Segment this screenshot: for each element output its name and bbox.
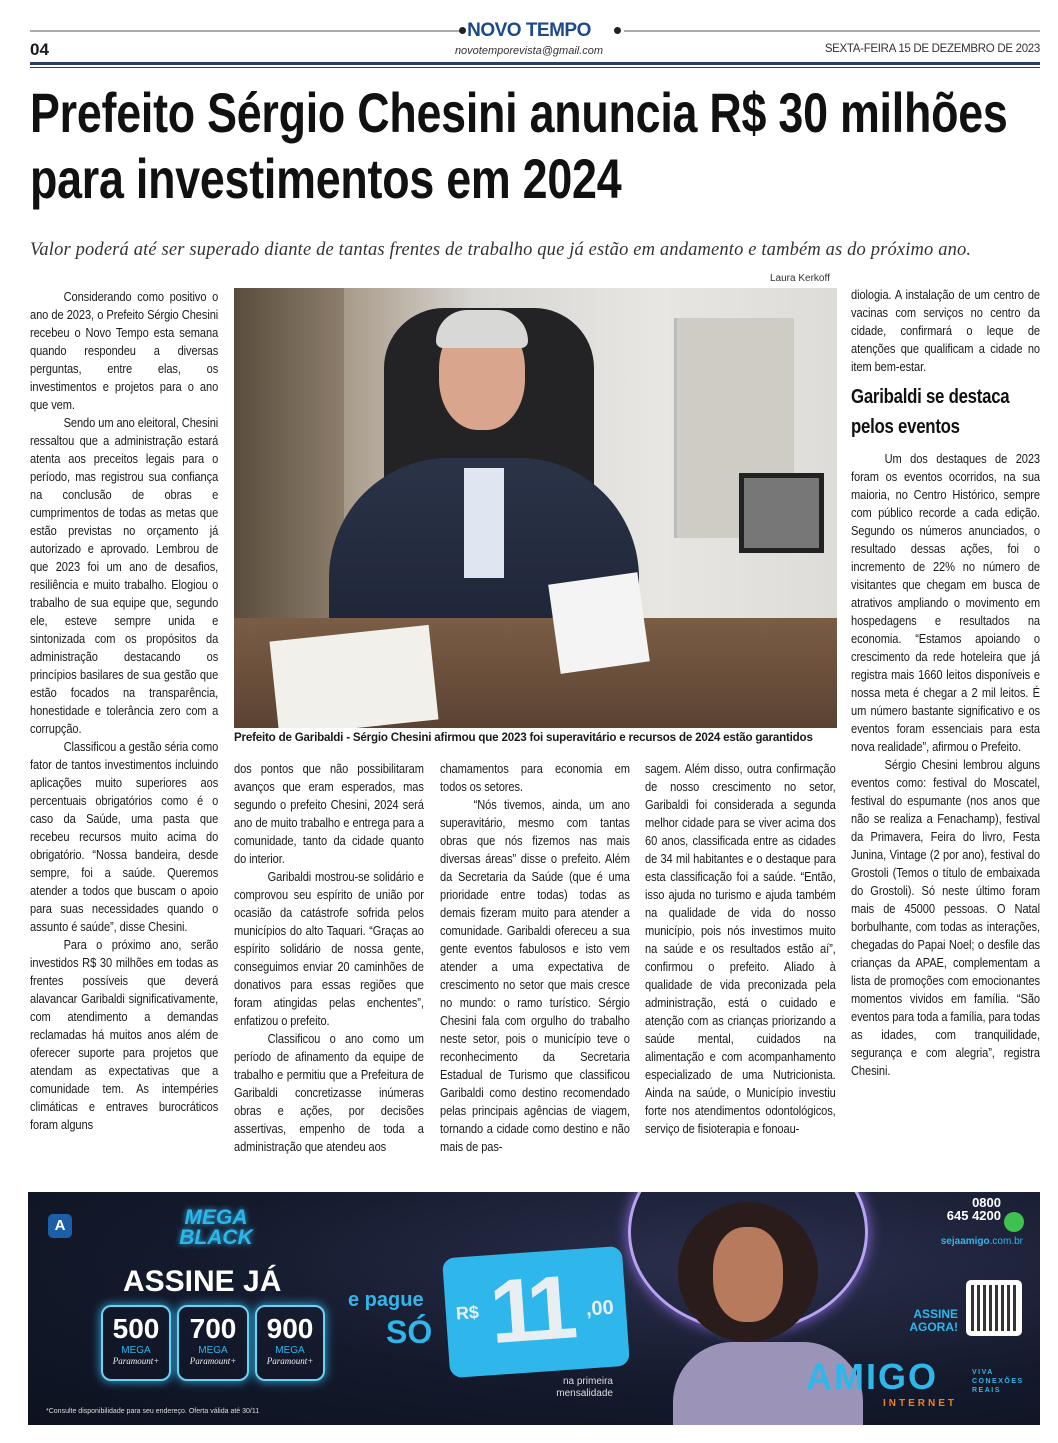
site-rest: .com.br (989, 1236, 1023, 1247)
plan-bonus: Paramount+ (266, 1356, 314, 1366)
site-bold: sejaamigo (940, 1236, 990, 1247)
subtitle: Valor poderá até ser superado diante de tantas frentes de trabalho que já estão em andamento e também as do próximo ano. (30, 240, 972, 260)
phone-line: 0800 (972, 1195, 1001, 1210)
paragraph: Considerando como positivo o ano de 2023, o Prefeito Sérgio Chesini recebeu o Novo Tempo esta semana quando respondeu a diversas perguntas, entre elas, os investimentos e projetos para o ano que vem. (30, 289, 219, 412)
headline: Prefeito Sérgio Chesini anuncia R$ 30 milhões para investimentos em 2024 (30, 81, 1008, 210)
tagline (972, 1368, 1024, 1395)
pay-text: e pague (348, 1289, 424, 1311)
pay-text-so: SÓ (386, 1314, 433, 1350)
notebook (548, 572, 650, 674)
hair (436, 310, 528, 348)
header-divider (30, 62, 1040, 65)
plan-unit: MEGA (198, 1345, 228, 1356)
ad-cta: ASSINE JÁ (123, 1265, 282, 1298)
plan-unit: MEGA (121, 1345, 151, 1356)
tagline-line: REAIS (972, 1387, 1001, 1394)
paragraph: Sérgio Chesini lembrou alguns eventos como: festival do Moscatel, festival do espumante (nos anos que não se realiza a Fenachamp), festival da Primavera, Feira do livro, Festa Junina, Vintage (2 por ano), festival do Grostoli (Temos o título de embaixada do Grostoli). Só neste último foram mais de 45000 pessoas. O Natal borbulhante, com todas as interações, chegadas do Papai Noel; o desfile das crianças da APAE, complementam a lista de promoções com emocionantes momentos vividos em família. “São eventos para toda a família, para todas as idades, com tranquilidade, segurança e com alegria”, registra Chesini. (851, 757, 1040, 1078)
header-divider (30, 67, 1040, 68)
qr-code[interactable] (966, 1280, 1022, 1336)
subheading: Garibaldi se destaca pelos eventos (851, 386, 1010, 438)
article-column-4 (645, 760, 836, 1138)
price-main: 11 (486, 1257, 573, 1364)
website-link[interactable] (848, 1236, 1023, 1247)
phone-number (771, 1196, 1001, 1222)
article-column-3 (440, 760, 630, 1156)
mega-black-logo: MEGA BLACK (179, 1206, 253, 1249)
plan-900 (255, 1305, 325, 1381)
amigo-internet: INTERNET (883, 1398, 957, 1409)
price-tag (442, 1246, 630, 1378)
shirt (464, 468, 504, 578)
paragraph: Um dos destaques de 2023 foram os eventos ocorridos, na sua maioria, no Centro Histórico, sempre com público recorde a cada edição. Segundo os números anunciados, o resultado dessas ações, foi o incremento de 22% no número de visitantes que chegam em busca de atrativos ampliando o movimento em hospedagens e resultados na economia. “Estamos apoiando o crescimento da rede hoteleira que já registra mais 1660 leitos disponíveis e nossa meta é chegar a 2 mil leitos. É um número bastante significativo e os eventos foram essenciais para esta nova realidade”, afirmou o Prefeito. (851, 451, 1040, 754)
price-currency: R$ (455, 1302, 480, 1324)
photo-frame (739, 473, 824, 553)
plan-500 (101, 1305, 171, 1381)
price-note: na primeira mensalidade (556, 1376, 613, 1399)
ad-disclaimer: *Consulte disponibilidade para seu endereço. Oferta válida até 30/11 (46, 1408, 260, 1415)
qr-cta: ASSINE AGORA! (909, 1307, 958, 1334)
amigo-logo: AMIGO (806, 1356, 938, 1397)
advertisement-banner[interactable] (28, 1192, 1040, 1425)
tagline-line: CONEXÕES (972, 1378, 1024, 1385)
issue-date: SEXTA-FEIRA 15 DE DEZEMBRO DE 2023 (824, 43, 1040, 55)
plan-speed: 500 (112, 1313, 160, 1344)
newspaper-name: NOVO TEMPO (467, 20, 591, 41)
paragraph: sagem. Além disso, outra confirmação de nosso crescimento no setor, Garibaldi foi considerada a segunda melhor cidade para se viver acima dos 60 anos, classificada entre as cidades de 34 mil habitantes e o destaque para esta classificação foi a saúde. “Então, isso ajuda no turismo e ajuda também na qualidade de vida do nosso município, pois nós investimos muito na saúde e os resultados estão aí”, confirmou o prefeito. Aliado à qualidade de vida preconizada pela administração, está o cuidado e atenção com as crianças priorizando a saúde mental, cuidados na alimentação e com acompanhamento especializado de uma Nutricionista. Ainda na saúde, o Município investiu forte nos atendimentos odontológicos, serviço de fisioterapia e fonoau- (645, 761, 836, 1136)
plan-speed: 900 (266, 1313, 314, 1344)
plan-700 (177, 1305, 249, 1381)
plan-speed: 700 (189, 1313, 237, 1344)
phone-line: 645 4200 (946, 1208, 1001, 1223)
article-column-1 (30, 288, 218, 1134)
photo-caption: Prefeito de Garibaldi - Sérgio Chesini afirmou que 2023 foi superavitário e recursos de 2024 estão garantidos (234, 731, 813, 744)
paragraph: Sendo um ano eleitoral, Chesini ressaltou que a administração estará atenta aos preceitos legais para o período, mas registrou sua confiança na conclusão de obras e cumprimentos de todas as metas que estão previstas no orçamento já autorizado e aprovado. Lembrou de que 2023 foi um ano de desafios, resiliência e muito trabalho. Elogiou o trabalho de sua equipe que, segundo ele, esteve sempre unida e sintonizada com os propósitos da administração destacando os princípios basilares de sua gestão que estão focados na transparência, honestidade e tolerância zero com a corrupção. (30, 415, 219, 736)
paragraph: chamamentos para economia em todos os setores. (440, 761, 630, 794)
plan-unit: MEGA (275, 1345, 305, 1356)
plan-bonus: Paramount+ (189, 1356, 237, 1366)
woman-face (713, 1227, 783, 1322)
contact-email: novotemporevista@gmail.com (454, 45, 604, 57)
article-photo (234, 288, 837, 728)
paragraph: Classificou o ano como um período de afinamento da equipe de trabalho e permitiu que a Prefeitura de Garibaldi concretizasse inúmeras obras e ações, por decisões assertivas, empenho de toda a administração que atendeu aos (234, 1031, 424, 1154)
paragraph: Classificou a gestão séria como fator de tantos investimentos incluindo aplicações muito superiores aos percentuais obrigatórios como é o caso da Saúde, uma pasta que recebeu recursos muito acima do obrigatório. “Nossa bandeira, desde sempre, foi a saúde. Queremos atender a todos que buscam o apoio para suas necessidades quando o assunto é saúde”, disse Chesini. (30, 739, 219, 934)
article-column-2 (234, 760, 424, 1156)
amigo-app-icon: A (48, 1214, 72, 1238)
document (269, 625, 438, 728)
article-column-5 (851, 286, 1040, 1080)
plan-bonus: Paramount+ (112, 1356, 160, 1366)
price-cents: ,00 (585, 1296, 615, 1321)
paragraph: Para o próximo ano, serão investidos R$ 30 milhões em todas as frentes possíveis que deverá alavancar Garibaldi significativamente, com atendimento a demandas reclamadas há muitos anos além de oferecer suporte para projetos que atendam as expectativas que a comunidade tem. As intempéries climáticas e entraves burocráticos foram alguns (30, 937, 219, 1132)
paragraph: “Nós tivemos, ainda, um ano superavitário, mesmo com tantas obras que nós fizemos nas mais diversas áreas” disse o prefeito. Além da Secretaria da Saúde (que é uma prioridade entre todas) todas as demais fizeram muito para atender a comunidade. Garibaldi ofereceu a sua gente eventos fabulosos e isto vem atender a uma expectativa de crescimento no setor que mais cresce no mundo: o ramo turístico. Sérgio Chesini fala com orgulho do trabalho neste setor, pois o município teve o reconhecimento da Secretaria Estadual de Turismo que classificou Garibaldi como destino recomendado pelas principais agências de viagem, tornando a cidade como destino e não mais de pas- (440, 797, 630, 1154)
page-number: 04 (30, 40, 49, 59)
paragraph: dos pontos que não possibilitaram avanços que eram esperados, mas segundo o prefeito Chesini, 2024 será ano de muito trabalho e entrega para a comunidade, tanto da cidade quanto do interior. (234, 761, 424, 866)
photo-credit: Laura Kerkoff (770, 273, 830, 284)
paragraph: Garibaldi mostrou-se solidário e comprovou seu espírito de união por ocasião da catástrofe sofrida pelos municípios do alto Taquari. “Graças ao espírito solidário de nossa gente, conseguimos enviar 20 caminhões de donativos para essas regiões que foram atingidas pelas enchentes”, enfatizou o prefeito. (234, 869, 424, 1028)
tagline-line: VIVA (972, 1369, 994, 1376)
paragraph: diologia. A instalação de um centro de vacinas com serviços no centro da cidade, confirmará o leque de atenções que qualificam a cidade no item bem-estar. (851, 287, 1040, 374)
whatsapp-icon[interactable] (1004, 1212, 1024, 1232)
